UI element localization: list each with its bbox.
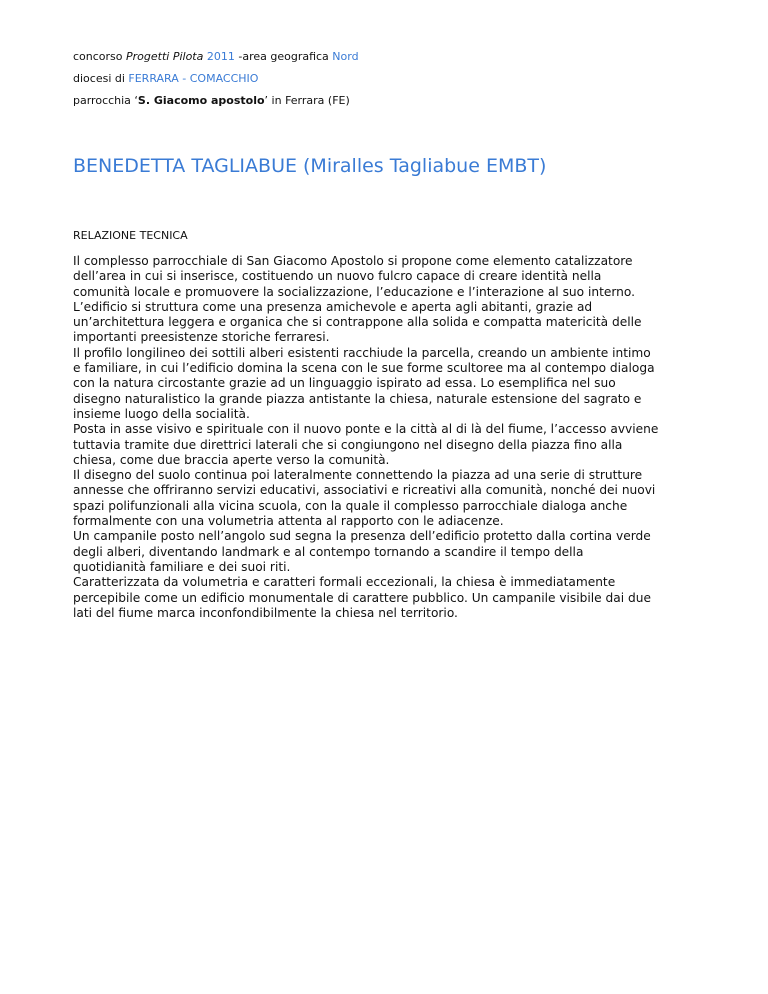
page-title: BENEDETTA TAGLIABUE (Miralles Tagliabue EMBT) [73, 155, 547, 177]
diocese-prefix: diocesi di [73, 72, 129, 85]
body-line: spazi polifunzionali alla vicina scuola, con la quale il complesso parrocchiale dialoga anche [73, 498, 628, 513]
body-line: importanti preesistenze storiche ferraresi. [73, 330, 330, 345]
body-line: disegno naturalistico la grande piazza antistante la chiesa, naturale estensione del sagrato e [73, 391, 642, 406]
contest-area: Nord [332, 50, 359, 63]
contest-name: Progetti Pilota [126, 50, 204, 63]
body-line: dell’area in cui si inserisce, costituendo un nuovo fulcro capace di creare identità nella [73, 269, 602, 284]
body-line: formalmente con una volumetria attenta al rapporto con le adiacenze. [73, 514, 504, 529]
body-line: degli alberi, diventando landmark e al contempo tornando a scandire il tempo della [73, 544, 584, 559]
section-title: RELAZIONE TECNICA [73, 229, 188, 242]
parish-line [73, 94, 713, 108]
body-line: chiesa, come due braccia aperte verso la comunità. [73, 452, 390, 467]
body-paragraph [73, 254, 713, 621]
body-line: L’edificio si struttura come una presenza amichevole e aperta agli abitanti, grazie ad [73, 299, 593, 314]
body-line: Posta in asse visivo e spirituale con il nuovo ponte e la città al di là del fiume, l’accesso avviene [73, 422, 659, 437]
body-line: un’architettura leggera e organica che si contrappone alla solida e compatta matericità delle [73, 315, 642, 330]
body-line: Il profilo longilineo dei sottili alberi esistenti racchiude la parcella, creando un ambiente intimo [73, 345, 651, 360]
contest-year: 2011 [206, 50, 235, 63]
contest-line [73, 50, 713, 64]
diocese-name: FERRARA - COMACCHIO [128, 72, 259, 85]
body-line: con la natura circostante grazie ad un linguaggio ispirato ad essa. Lo esemplifica nel suo [73, 376, 616, 391]
contest-prefix: concorso [73, 50, 127, 63]
parish-suffix: ’ in Ferrara (FE) [264, 94, 350, 107]
parish-name: S. Giacomo apostolo [137, 94, 265, 107]
diocese-line [73, 72, 713, 86]
body-line: annesse che offriranno servizi educativi, associativi e ricreativi alla comunità, nonché dei nuovi [73, 483, 656, 498]
body-line: lati del fiume marca inconfondibilmente la chiesa nel territorio. [73, 605, 458, 620]
contest-middle: -area geografica [234, 50, 333, 63]
body-line: percepibile come un edificio monumentale di carattere pubblico. Un campanile visibile dai due [73, 590, 651, 605]
body-line: insieme luogo della socialità. [73, 406, 250, 421]
body-line: Un campanile posto nell’angolo sud segna la presenza dell’edificio protetto dalla cortina verde [73, 529, 651, 544]
body-line: comunità locale e promuovere la socializzazione, l’educazione e l’interazione al suo interno. [73, 284, 635, 299]
body-line: e familiare, in cui l’edificio domina la scena con le sue forme scultoree ma al contempo dialoga [73, 361, 655, 376]
body-line: quotidianità familiare e dei suoi riti. [73, 559, 291, 574]
body-line: tuttavia tramite due direttrici laterali che si congiungono nel disegno della piazza fino alla [73, 437, 623, 452]
document-header [73, 50, 713, 116]
parish-prefix: parrocchia ‘ [73, 94, 138, 107]
body-line: Caratterizzata da volumetria e caratteri formali eccezionali, la chiesa è immediatamente [73, 575, 616, 590]
body-line: Il disegno del suolo continua poi lateralmente connettendo la piazza ad una serie di strutture [73, 468, 643, 483]
body-line: Il complesso parrocchiale di San Giacomo Apostolo si propone come elemento catalizzatore [73, 254, 633, 268]
